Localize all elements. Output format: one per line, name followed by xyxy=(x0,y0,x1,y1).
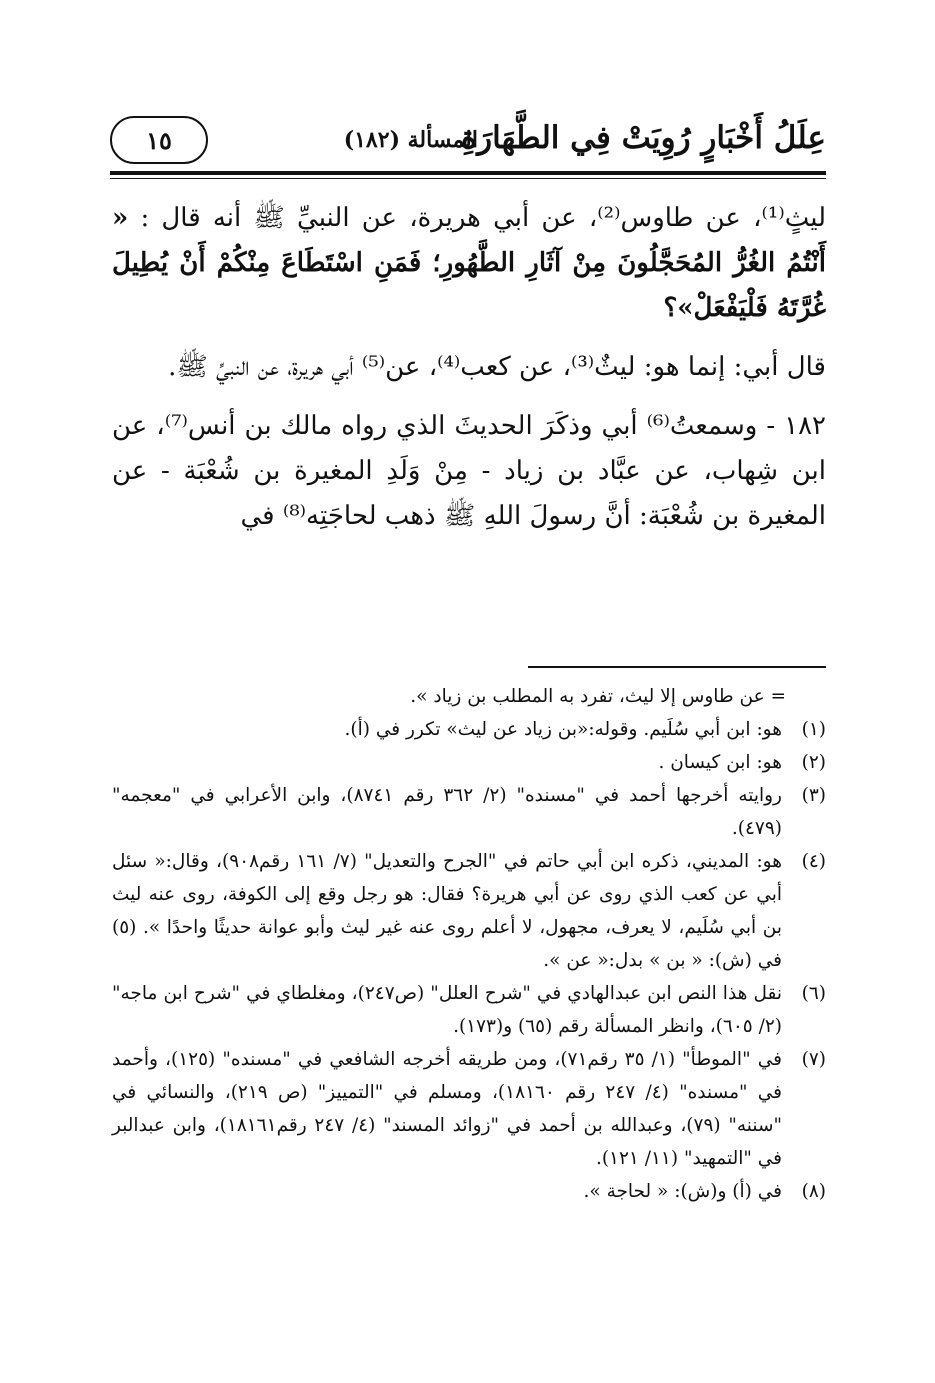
paragraph-3 xyxy=(112,404,826,539)
paragraph-2 xyxy=(112,345,826,390)
footnotes xyxy=(112,680,826,1208)
paragraph-3-text: ١٨٢ - وسمعتُ⁽⁶⁾ أبي وذكَرَ الحديثَ الذي رواه مالك بن أنس⁽⁷⁾، عن ابن شِهاب، عن عبَّاد بن زياد - مِنْ وَلَدِ المغيرة بن شُعْبَة - عن المغيرة بن شُعْبَة: أنَّ رسولَ اللهِ ﷺ ذهب لحاجَتِه⁽⁸⁾ في xyxy=(112,411,827,531)
main-text xyxy=(112,196,826,551)
header-rule-thick xyxy=(110,171,826,175)
footnote-text: روايته أخرجها أحمد في "مسنده" (٢/ ٣٦٢ رقم ٨٧٤١)، وابن الأعرابي في "معجمه" (٤٧٩). xyxy=(112,785,782,839)
issue-label: المسألة (١٨٢) xyxy=(343,127,478,153)
footnote-item xyxy=(112,746,826,779)
footnote-number: (٢) xyxy=(801,752,826,773)
footnote-continuation: = عن طاوس إلا ليث، تفرد به المطلب بن زياد ». xyxy=(410,686,786,707)
footnote-text: نقل هذا النص ابن عبدالهادي في "شرح العلل" (ص٢٤٧)، ومغلطاي في "شرح ابن ماجه" (٢/ ٦٠٥)، وانظر المسألة رقم (٦٥) و(١٧٣). xyxy=(112,983,782,1037)
footnote-number: (٤) xyxy=(801,851,826,872)
hadith-text: « أَنْتُمُ الغُرُّ المُحَجَّلُونَ مِنْ آثَارِ الطَّهُورِ؛ فَمَنِ اسْتَطَاعَ مِنْكُمْ أَنْ يُطِيلَ غُرَّتَهُ فَلْيَفْعَلْ»؟ xyxy=(112,203,826,323)
footnote-number: (٨) xyxy=(801,1181,826,1202)
page-number: ١٥ xyxy=(146,125,172,155)
paragraph-2-text: قال أبي: إنما هو: ليثٌ⁽³⁾، عن كعب⁽⁴⁾، عن⁽⁵⁾ أبي هريرة، عن النبيِّ ﷺ. xyxy=(168,352,826,382)
footnote-text: في "الموطأ" (١/ ٣٥ رقم٧١)، ومن طريقه أخرجه الشافعي في "مسنده" (١٢٥)، وأحمد في "مسنده" (٤/ ٢٤٧ رقم ١٨١٦٠)، ومسلم في "التمييز" (ص ٢١٩)، والنسائي في "سننه" (٧٩)، وعبدالله بن أحمد في "زوائد المسند" (٤/ ٢٤٧ رقم١٨١٦١)، وابن عبدالبر في "التمهيد" (١١/ ١٢١). xyxy=(112,1049,782,1169)
footnote-number: (٣) xyxy=(801,785,826,806)
footnote-item xyxy=(112,713,826,746)
footnote-number: (١) xyxy=(801,719,826,740)
footnote-separator xyxy=(528,666,826,668)
footnote-item xyxy=(112,779,826,845)
book-title: عِلَلُ أَخْبَارٍ رُوِيَتْ فِي الطَّهَارَةِ xyxy=(460,120,826,156)
footnote-number: (٧) xyxy=(801,1049,826,1070)
footnote-text: في (أ) و(ش): « لحاجة ». xyxy=(583,1181,782,1202)
footnote-item xyxy=(112,1043,826,1175)
page-header xyxy=(110,112,826,167)
paragraph-1 xyxy=(112,196,826,331)
paragraph-1-chain: ليثٍ⁽¹⁾، عن طاوس⁽²⁾، عن أبي هريرة، عن النبيِّ ﷺ أنه قال : xyxy=(140,203,826,233)
page-number-badge xyxy=(110,116,208,164)
footnote-text: هو: ابن أبي سُلَيم. وقوله:«بن زياد عن ليث» تكرر في (أ). xyxy=(344,719,782,740)
footnote-text: هو: المديني، ذكره ابن أبي حاتم في "الجرح والتعديل" (٧/ ١٦١ رقم٩٠٨)، وقال:« سئل أبي عن كعب الذي روى عن أبي هريرة؟ فقال: هو رجل وقع إلى الكوفة، روى عنه ليث بن أبي سُلَيم، لا يعرف، مجهول، لا أعلم روى عنه غير ليث وأبو عوانة حديثًا واحدًا ». (٥) في (ش): « بن » بدل:« عن ». xyxy=(112,851,782,971)
header-rule-thin xyxy=(110,178,826,179)
footnote-text: هو: ابن كيسان . xyxy=(658,752,782,773)
footnote-number: (٦) xyxy=(801,983,826,1004)
footnote-item xyxy=(112,1175,826,1208)
footnote-item xyxy=(112,977,826,1043)
footnote-item xyxy=(112,845,826,977)
